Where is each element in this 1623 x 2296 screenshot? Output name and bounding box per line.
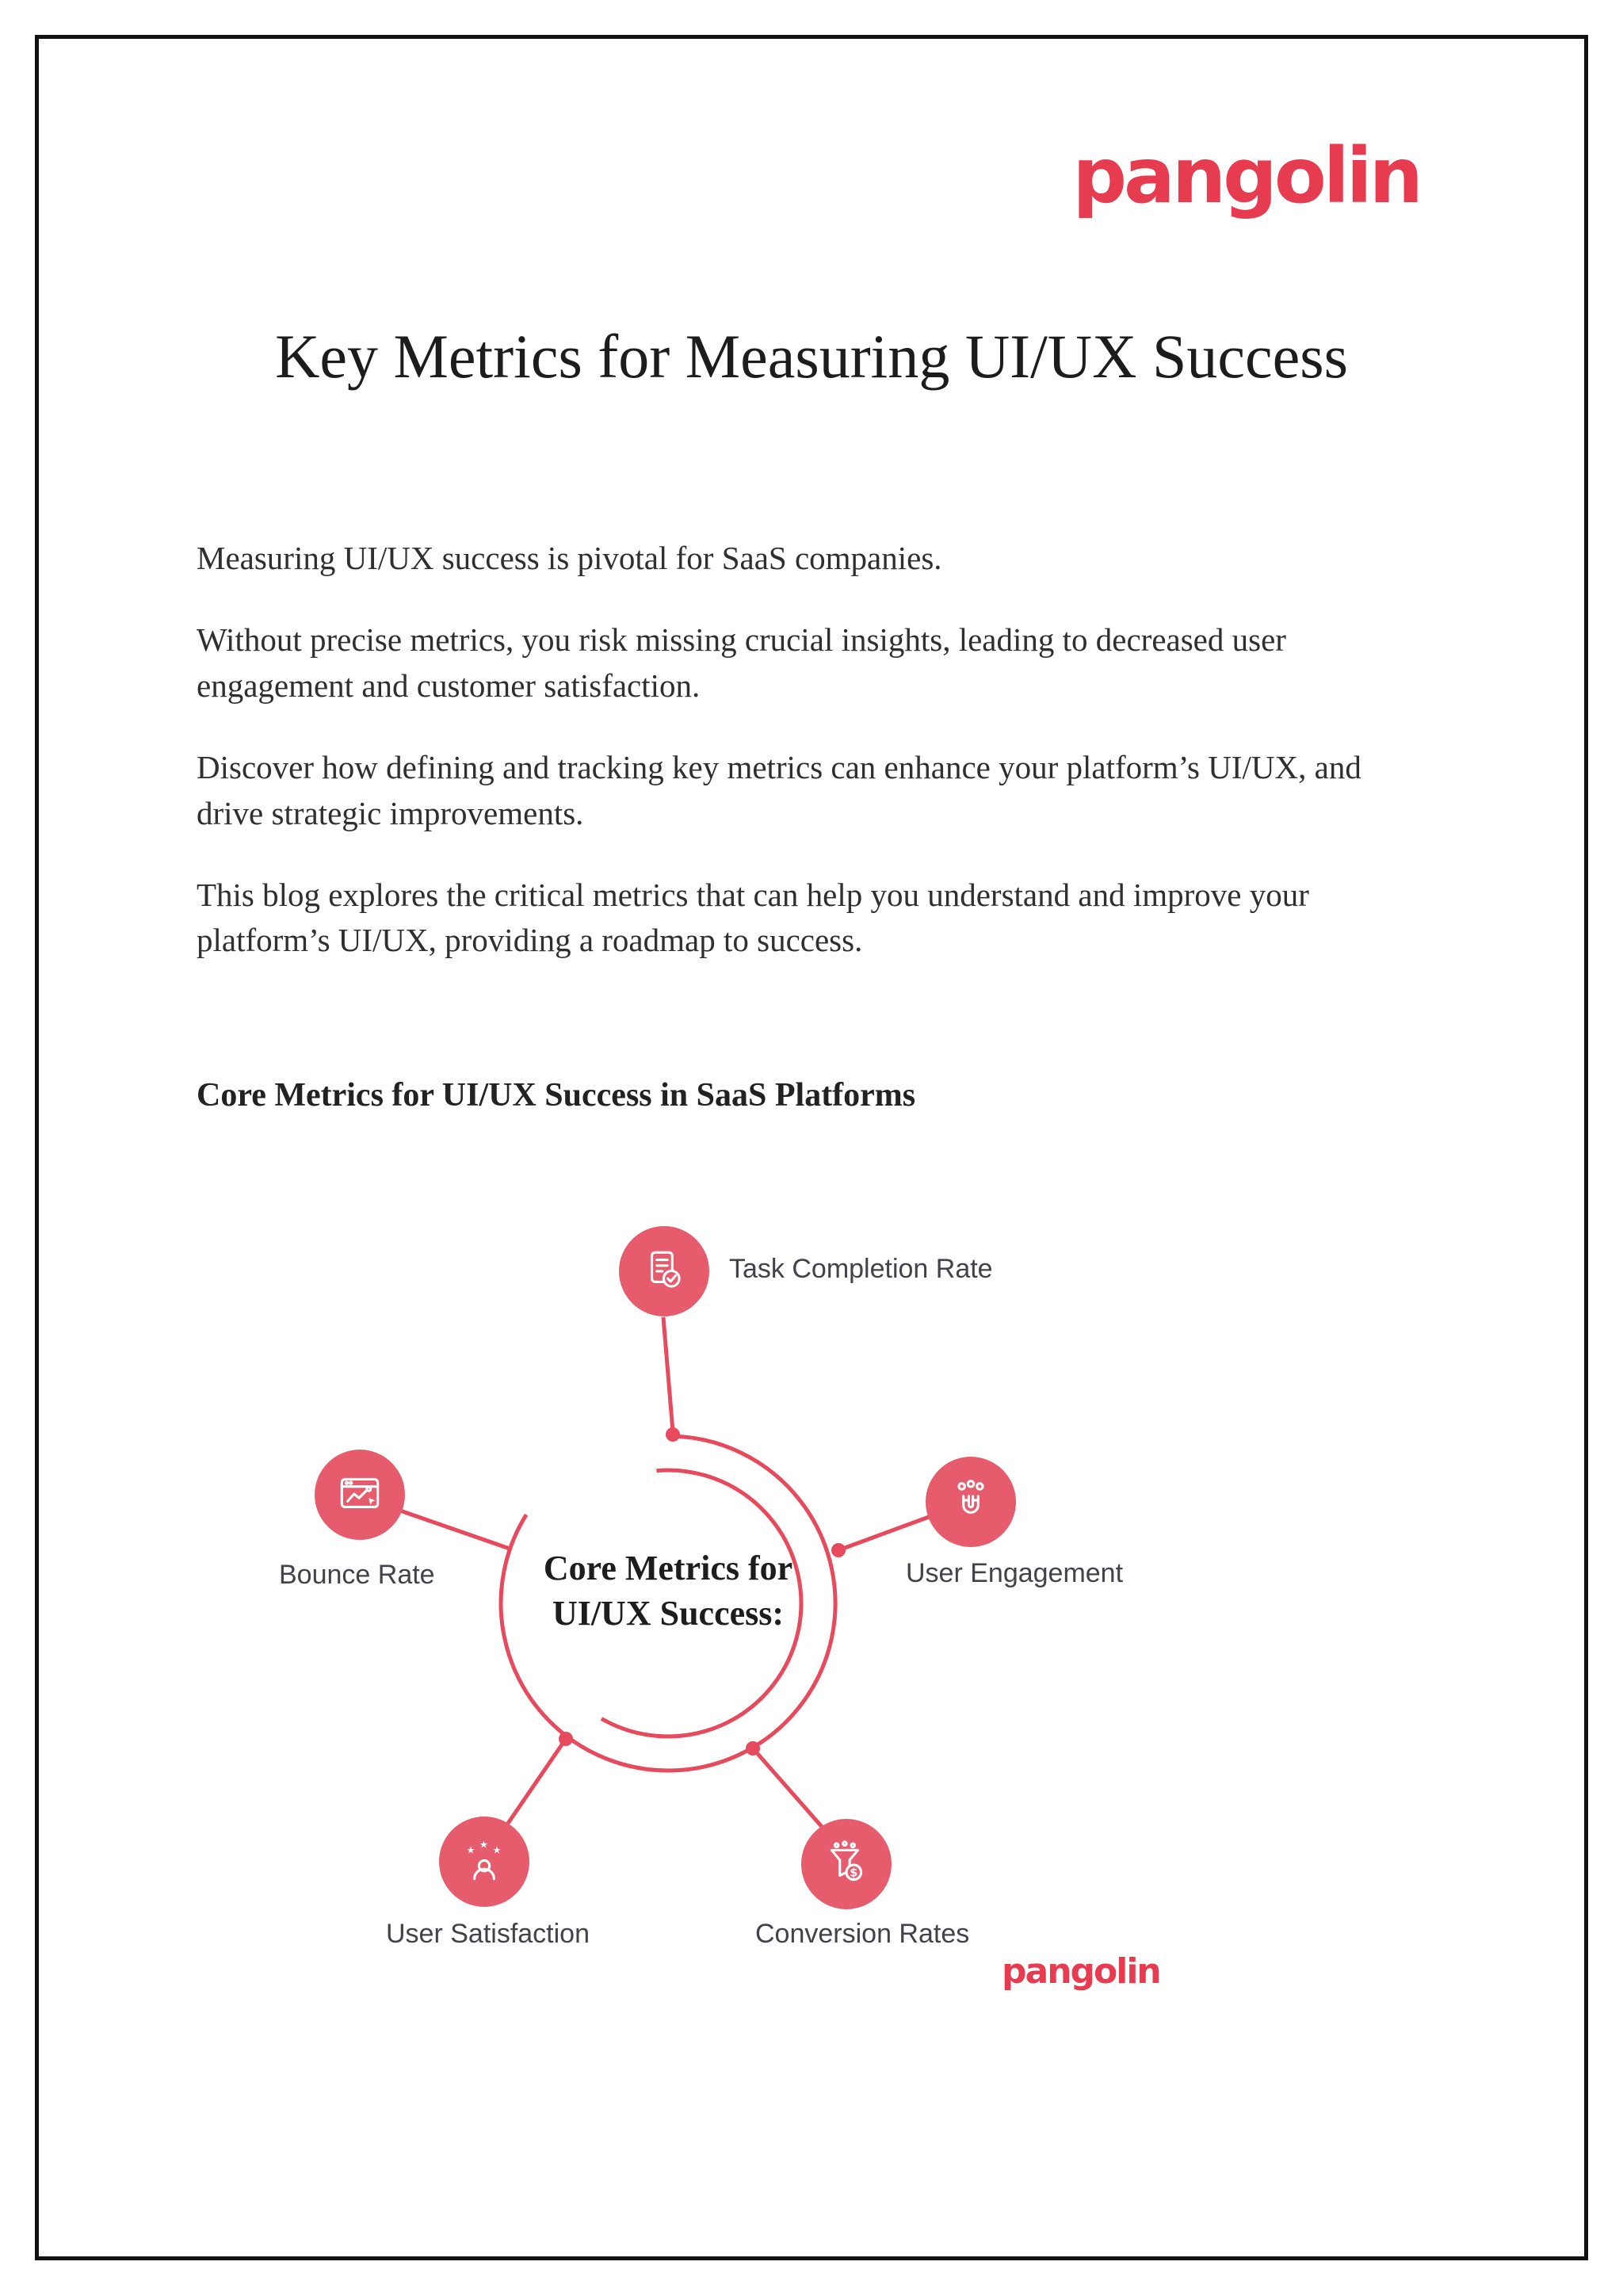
intro-paragraph: This blog explores the critical metrics that can help you understand and improve your platform’s UI/UX, providing a roadmap to success. xyxy=(197,876,1309,959)
node-bounce-rate xyxy=(315,1450,405,1540)
svg-text:★: ★ xyxy=(492,1844,502,1856)
label-conversion-rates: Conversion Rates xyxy=(755,1919,970,1949)
section-heading: Core Metrics for UI/UX Success in SaaS Platforms xyxy=(197,1077,916,1114)
label-user-engagement: User Engagement xyxy=(906,1558,1124,1588)
node-user-engagement xyxy=(926,1457,1016,1547)
intro-paragraph: Without precise metrics, you risk missing crucial insights, leading to decreased user engagement and customer satisfaction. xyxy=(197,621,1286,704)
node-conversion-rates xyxy=(801,1819,892,1909)
label-task-completion-rate: Task Completion Rate xyxy=(729,1254,993,1284)
node-task-completion-rate xyxy=(619,1226,709,1316)
intro-copy xyxy=(197,536,1421,1000)
label-user-satisfaction: User Satisfaction xyxy=(386,1919,590,1949)
intro-paragraph: Discover how defining and tracking key metrics can enhance your platform’s UI/UX, and drive strategic improvements. xyxy=(197,749,1361,831)
pangolin-logo: pangolin xyxy=(1072,132,1420,220)
intro-paragraph: Measuring UI/UX success is pivotal for SaaS companies. xyxy=(197,540,942,576)
page-title: Key Metrics for Measuring UI/UX Success xyxy=(275,322,1348,391)
svg-text:★: ★ xyxy=(479,1839,488,1851)
task-checklist-icon xyxy=(638,1245,690,1297)
svg-text:★: ★ xyxy=(466,1844,475,1856)
svg-text:$: $ xyxy=(850,1866,858,1880)
magnet-users-icon xyxy=(945,1476,997,1528)
diagram-center-title: Core Metrics for UI/UX Success: xyxy=(543,1549,793,1633)
funnel-dollar-icon xyxy=(820,1838,873,1890)
user-stars-icon xyxy=(458,1836,510,1888)
pangolin-footer-logo: pangolin xyxy=(1002,1951,1160,1992)
label-bounce-rate: Bounce Rate xyxy=(279,1560,435,1590)
browser-chart-icon xyxy=(334,1469,386,1521)
node-user-satisfaction xyxy=(439,1817,529,1907)
